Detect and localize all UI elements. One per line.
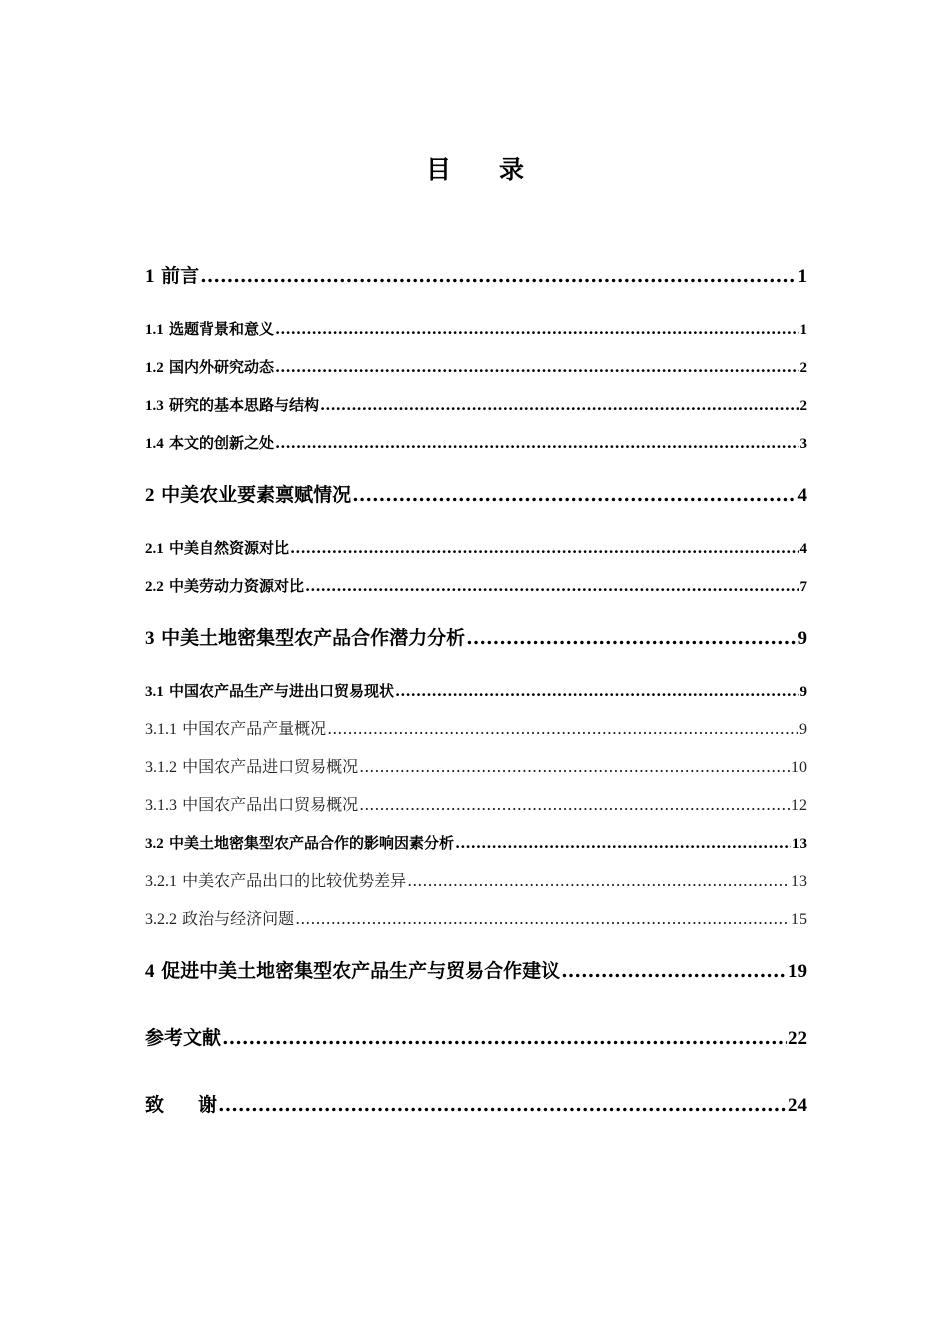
toc-entry-text: 国内外研究动态 <box>168 358 274 376</box>
toc-entry-text: 中美土地密集型农产品合作潜力分析 <box>161 627 466 649</box>
toc-entry-1-1[interactable] <box>145 317 807 341</box>
toc-entry-3-2-2[interactable] <box>145 907 807 931</box>
toc-entry-4[interactable] <box>145 956 807 986</box>
toc-page-number: 19 <box>788 961 807 982</box>
toc-entry-references[interactable] <box>145 1023 807 1053</box>
dot-leader <box>320 393 799 417</box>
toc-entry-number: 1.1 <box>145 322 164 338</box>
toc-entry-number: 1.3 <box>145 398 164 414</box>
toc-entry-number: 2.2 <box>145 579 164 595</box>
toc-entry-number: 2 <box>145 485 155 506</box>
dot-leader <box>275 355 799 379</box>
dot-leader <box>466 623 796 653</box>
toc-entry-1-3[interactable] <box>145 393 807 417</box>
dot-leader <box>359 755 790 779</box>
toc-title-char-1: 目 <box>425 155 451 184</box>
toc-entry-text: 中国农产品出口贸易概况 <box>182 795 359 814</box>
toc-entry-1-4[interactable] <box>145 431 807 455</box>
toc-page-number: 13 <box>791 873 807 890</box>
toc-entry-text: 中美土地密集型农产品合作的影响因素分析 <box>168 834 454 852</box>
dot-leader <box>395 679 799 703</box>
toc-entry-2-1[interactable] <box>145 536 807 560</box>
toc-title <box>0 152 950 188</box>
toc-entry-2[interactable] <box>145 480 807 510</box>
dot-leader <box>295 907 790 931</box>
toc-entry-text: 中国农产品生产与进出口贸易现状 <box>168 682 394 700</box>
toc-page-number: 22 <box>788 1028 807 1049</box>
toc-entry-text: 中美农业要素禀赋情况 <box>161 484 352 506</box>
toc-entry-3-1-3[interactable] <box>145 793 807 817</box>
toc-entry-number: 3.1.2 <box>145 759 177 776</box>
dot-leader <box>561 956 787 986</box>
toc-entry-text: 促进中美土地密集型农产品生产与贸易合作建议 <box>161 960 561 982</box>
dot-leader <box>290 536 799 560</box>
toc-entry-text: 中美农产品出口的比较优势差异 <box>182 871 407 890</box>
dot-leader <box>305 574 799 598</box>
toc-entry-text: 中美劳动力资源对比 <box>168 577 304 595</box>
toc-page-number: 2 <box>799 398 807 414</box>
toc-entry-2-2[interactable] <box>145 574 807 598</box>
toc-page-number: 1 <box>799 322 807 338</box>
toc-entry-number: 1.4 <box>145 436 164 452</box>
toc-page-number: 9 <box>799 721 807 738</box>
toc-entry-text: 选题背景和意义 <box>168 320 274 338</box>
toc-entry-text: 致 <box>145 1094 165 1116</box>
dot-leader <box>455 831 791 855</box>
toc-page-number: 9 <box>797 628 807 649</box>
toc-entry-3-1[interactable] <box>145 679 807 703</box>
dot-leader <box>275 317 799 341</box>
toc-entry-text: 前言 <box>161 265 200 287</box>
toc-page-number: 10 <box>791 759 807 776</box>
dot-leader <box>327 717 798 741</box>
toc-entry-1[interactable] <box>145 261 807 291</box>
toc-entry-3-1-1[interactable] <box>145 717 807 741</box>
dot-leader <box>200 261 796 291</box>
toc-entry-text: 中美自然资源对比 <box>168 539 289 557</box>
toc-page-number: 12 <box>791 797 807 814</box>
toc-entry-text: 参考文献 <box>145 1027 222 1049</box>
toc-title-char-2: 录 <box>499 155 525 184</box>
dot-leader <box>218 1090 787 1120</box>
dot-leader <box>275 431 799 455</box>
toc-page-number: 9 <box>799 684 807 700</box>
toc-page-number: 13 <box>792 836 807 852</box>
toc-entry-3[interactable] <box>145 623 807 653</box>
toc-entry-1-2[interactable] <box>145 355 807 379</box>
toc-entry-number: 3 <box>145 628 155 649</box>
toc-entry-3-2[interactable] <box>145 831 807 855</box>
toc-entry-text: 研究的基本思路与结构 <box>168 396 319 414</box>
dot-leader <box>222 1023 787 1053</box>
toc-entry-number: 2.1 <box>145 541 164 557</box>
toc-entry-number: 3.2.2 <box>145 911 177 928</box>
toc-entry-number: 3.1.3 <box>145 797 177 814</box>
toc-entry-number: 3.1 <box>145 684 164 700</box>
toc-entry-number: 3.2 <box>145 836 164 852</box>
toc-page-number: 15 <box>791 911 807 928</box>
toc-page-number: 4 <box>799 541 807 557</box>
toc-entry-text: 中国农产品进口贸易概况 <box>182 757 359 776</box>
toc-entry-number: 4 <box>145 961 155 982</box>
toc-entry-number: 3.2.1 <box>145 873 177 890</box>
dot-leader <box>352 480 796 510</box>
toc-page-number: 7 <box>799 579 807 595</box>
toc-entry-text-2: 谢 <box>198 1094 218 1116</box>
toc-entry-number: 1 <box>145 266 155 287</box>
toc-entry-number: 1.2 <box>145 360 164 376</box>
toc-page-number: 24 <box>788 1095 807 1116</box>
toc-entry-3-2-1[interactable] <box>145 869 807 893</box>
toc-page-number: 2 <box>799 360 807 376</box>
toc-page-number: 1 <box>797 266 807 287</box>
toc-entry-number: 3.1.1 <box>145 721 177 738</box>
toc-page-number: 3 <box>799 436 807 452</box>
toc-entry-text: 本文的创新之处 <box>168 434 274 452</box>
toc-entry-text: 政治与经济问题 <box>182 909 295 928</box>
toc-entry-text: 中国农产品产量概况 <box>182 719 327 738</box>
toc-entry-3-1-2[interactable] <box>145 755 807 779</box>
toc-page-number: 4 <box>797 485 807 506</box>
dot-leader <box>359 793 790 817</box>
toc-entry-acknowledgements[interactable] <box>145 1090 807 1120</box>
dot-leader <box>407 869 790 893</box>
